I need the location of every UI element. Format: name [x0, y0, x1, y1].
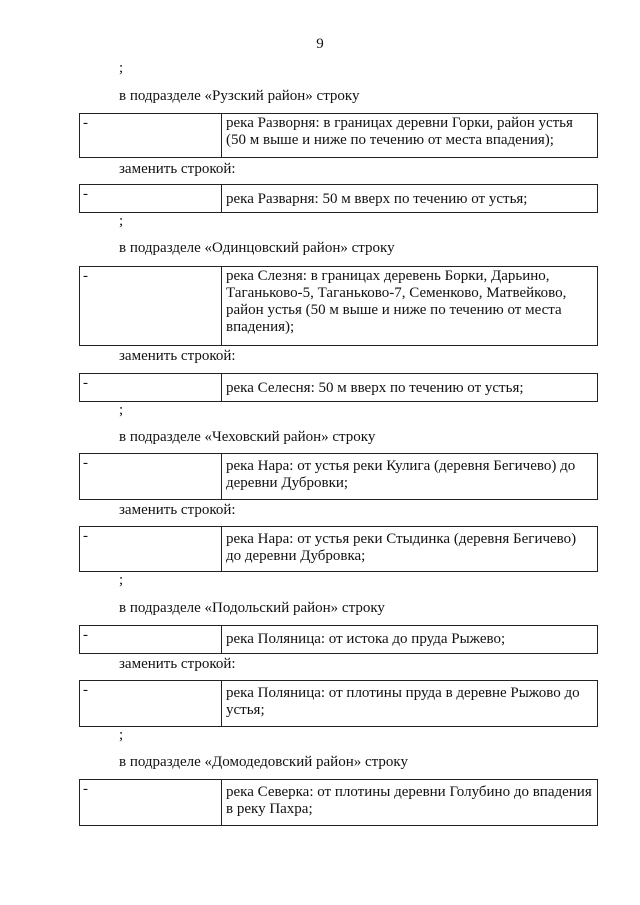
row-text: река Разварня: 50 м вверх по течению от устья;: [226, 191, 528, 207]
row-text: река Нара: от устья реки Стыдинка (деревня Бегичево) до деревни Дубровка;: [226, 531, 577, 564]
section-heading: в подразделе «Подольский район» строку: [119, 600, 385, 616]
dash-cell: -: [80, 185, 222, 212]
dash-cell: -: [80, 374, 222, 401]
table-row-old: [79, 266, 598, 346]
replace-label: заменить строкой:: [119, 502, 236, 518]
dash-cell: -: [80, 780, 222, 825]
row-text: река Нара: от устья реки Кулига (деревня Бегичево) до деревни Дубровки;: [226, 458, 576, 491]
dash-cell: -: [80, 626, 222, 653]
replace-label: заменить строкой:: [119, 161, 236, 177]
row-text: река Северка: от плотины деревни Голубино до впадения в реку Пахра;: [226, 784, 592, 817]
row-text: река Селесня: 50 м вверх по течению от устья;: [226, 380, 524, 396]
table-row-new: [79, 373, 598, 402]
dash-cell: -: [80, 527, 222, 571]
table-row-old: [79, 625, 598, 654]
table-row-new: [79, 526, 598, 572]
page-number: 9: [316, 36, 324, 52]
row-text: река Поляница: от плотины пруда в деревне Рыжово до устья;: [226, 685, 580, 718]
section-heading: в подразделе «Чеховский район» строку: [119, 429, 376, 445]
semicolon: ;: [119, 572, 124, 588]
row-text: река Поляница: от истока до пруда Рыжево;: [226, 631, 506, 647]
dash-cell: -: [80, 454, 222, 499]
dash-cell: -: [80, 114, 222, 157]
row-text: река Слезня: в границах деревень Борки, Дарьино, Таганьково-5, Таганьково-7, Семенково, Матвейково, район устья (50 м выше и ниже по течению от места впадения);: [226, 268, 567, 335]
semicolon: ;: [119, 60, 124, 76]
row-text: река Разворня: в границах деревни Горки, район устья (50 м выше и ниже по течению от места впадения);: [226, 115, 573, 148]
table-row-old: [79, 113, 598, 158]
dash-cell: -: [80, 267, 222, 345]
section-heading: в подразделе «Рузский район» строку: [119, 88, 360, 104]
section-heading: в подразделе «Домодедовский район» строку: [119, 754, 408, 770]
table-row-old: [79, 779, 598, 826]
dash-cell: -: [80, 681, 222, 726]
table-row-old: [79, 453, 598, 500]
semicolon: ;: [119, 727, 124, 743]
replace-label: заменить строкой:: [119, 348, 236, 364]
semicolon: ;: [119, 213, 124, 229]
section-heading: в подразделе «Одинцовский район» строку: [119, 240, 395, 256]
table-row-new: [79, 680, 598, 727]
replace-label: заменить строкой:: [119, 656, 236, 672]
semicolon: ;: [119, 402, 124, 418]
table-row-new: [79, 184, 598, 213]
